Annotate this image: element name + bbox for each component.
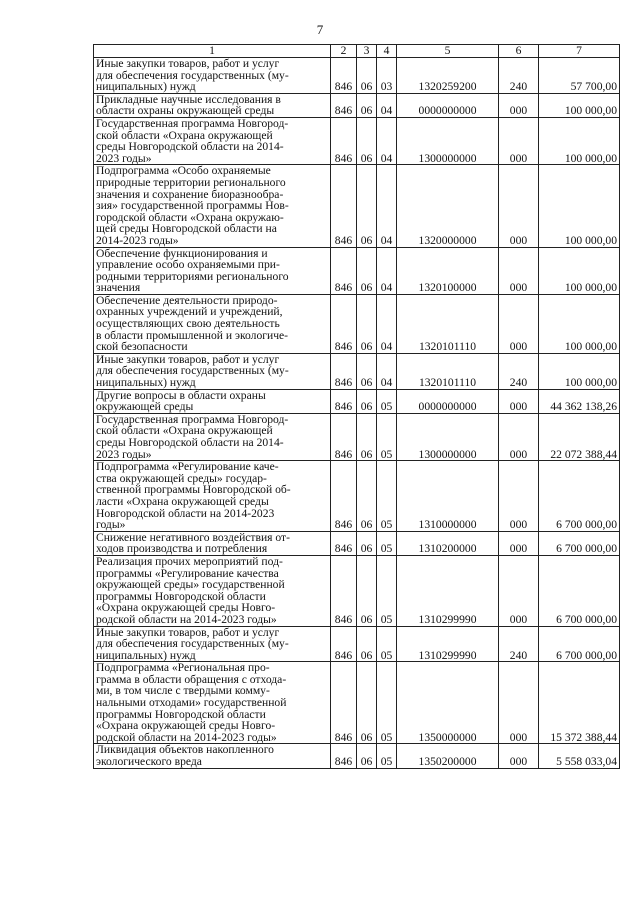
expense-type-cell: 000 [499,461,539,532]
section-code-cell: 06 [357,461,377,532]
expense-type-cell: 240 [499,353,539,389]
target-article-cell: 1320100000 [397,247,499,294]
row-name-line: ства окружающей среды» государ- [96,471,267,485]
grbs-code-cell: 846 [331,461,357,532]
target-article-cell: 1310299990 [397,626,499,662]
row-name-line: годы» [96,518,126,532]
expense-type-cell: 000 [499,165,539,247]
section-code-cell: 06 [357,744,377,768]
target-article-cell: 1310000000 [397,461,499,532]
table-row [94,294,620,353]
expense-type-cell: 000 [499,294,539,353]
expense-type-cell: 000 [499,389,539,413]
target-article-cell: 1300000000 [397,413,499,460]
row-name-cell [94,117,331,164]
row-name-line: 2023 годы» [96,447,152,461]
row-name-line: Подпрограмма «Регулирование каче- [96,460,279,474]
expense-type-cell: 000 [499,117,539,164]
section-code-cell: 06 [357,93,377,117]
table-row [94,389,620,413]
table-row [94,662,620,744]
row-name-line: области охраны окружающей среды [96,104,275,118]
row-name-line: значения и сохранение биоразнообра- [96,187,284,201]
expense-type-cell: 000 [499,744,539,768]
row-name-line: ниципальных) нужд [96,80,196,94]
row-name-line: программы Новгородской области [96,589,266,603]
target-article-cell: 1320000000 [397,165,499,247]
row-name-line: нальными отходами» государственной [96,696,287,710]
target-article-cell: 0000000000 [397,389,499,413]
section-code-cell: 06 [357,413,377,460]
grbs-code-cell: 846 [331,744,357,768]
row-name-line: природные территории регионального [96,175,286,189]
grbs-code-cell: 846 [331,555,357,626]
table-row [94,58,620,94]
row-name-line: значения [96,281,141,295]
row-name-line: для обеспечения государственных (му- [96,637,289,651]
row-name-line: «Охрана окружающей среды Новго- [96,601,276,615]
row-name-line: ской безопасности [96,340,188,354]
target-article-cell: 0000000000 [397,93,499,117]
expense-type-cell: 000 [499,413,539,460]
row-name-cell [94,165,331,247]
table-row [94,555,620,626]
subsection-code-cell: 05 [377,389,397,413]
target-article-cell: 1350200000 [397,744,499,768]
amount-cell: 5 558 033,04 [539,744,620,768]
subsection-code-cell: 05 [377,531,397,555]
row-name-line: 2014-2023 годы» [96,233,179,247]
row-name-cell [94,413,331,460]
row-name-cell [94,531,331,555]
amount-cell: 57 700,00 [539,58,620,94]
table-row [94,93,620,117]
row-name-line: родными территориями регионального [96,269,289,283]
target-article-cell: 1310299990 [397,555,499,626]
row-name-line: Государственная программа Новгород- [96,116,289,130]
table-row [94,531,620,555]
expense-type-cell: 240 [499,626,539,662]
target-article-cell: 1300000000 [397,117,499,164]
table-row [94,626,620,662]
section-code-cell: 06 [357,294,377,353]
column-header: 1 [94,45,331,58]
grbs-code-cell: 846 [331,294,357,353]
grbs-code-cell: 846 [331,58,357,94]
row-name-cell [94,294,331,353]
row-name-cell [94,93,331,117]
expense-type-cell: 000 [499,555,539,626]
column-header: 4 [377,45,397,58]
grbs-code-cell: 846 [331,117,357,164]
subsection-code-cell: 05 [377,662,397,744]
subsection-code-cell: 05 [377,744,397,768]
section-code-cell: 06 [357,117,377,164]
row-name-line: программы Новгородской области [96,707,266,721]
row-name-line: Подпрограмма «Особо охраняемые [96,164,271,178]
table-header-row [94,45,620,58]
grbs-code-cell: 846 [331,413,357,460]
row-name-line: среды Новгородской области на 2014- [96,140,284,154]
row-name-cell [94,555,331,626]
expense-type-cell: 240 [499,58,539,94]
row-name-line: Прикладные научные исследования в [96,92,281,106]
row-name-line: охранных учреждений и учреждений, [96,305,283,319]
target-article-cell: 1350000000 [397,662,499,744]
table-row [94,744,620,768]
grbs-code-cell: 846 [331,353,357,389]
target-article-cell: 1320101110 [397,294,499,353]
row-name-line: зия» государственной программы Нов- [96,199,289,213]
expense-type-cell: 000 [499,247,539,294]
row-name-cell [94,247,331,294]
row-name-line: ми, в том числе с твердыми комму- [96,684,270,698]
row-name-line: экологического вреда [96,755,202,769]
row-name-cell [94,58,331,94]
budget-table [93,44,620,769]
row-name-line: ходов производства и потребления [96,542,268,556]
column-header: 2 [331,45,357,58]
table-row [94,165,620,247]
expense-type-cell: 000 [499,531,539,555]
section-code-cell: 06 [357,662,377,744]
row-name-line: для обеспечения государственных (му- [96,364,289,378]
grbs-code-cell: 846 [331,389,357,413]
row-name-line: родской области на 2014-2023 годы» [96,612,277,626]
row-name-line: 2023 годы» [96,151,152,165]
section-code-cell: 06 [357,353,377,389]
row-name-line: Государственная программа Новгород- [96,412,289,426]
row-name-line: грамма в области обращения с отхода- [96,672,287,686]
amount-cell: 100 000,00 [539,294,620,353]
table-row [94,117,620,164]
row-name-cell [94,353,331,389]
row-name-line: Иные закупки товаров, работ и услуг [96,352,280,366]
page-number: 7 [316,22,324,37]
row-name-line: окружающей среды [96,400,194,414]
table-row [94,413,620,460]
row-name-line: ниципальных) нужд [96,648,196,662]
target-article-cell: 1320101110 [397,353,499,389]
subsection-code-cell: 04 [377,247,397,294]
section-code-cell: 06 [357,165,377,247]
section-code-cell: 06 [357,247,377,294]
target-article-cell: 1320259200 [397,58,499,94]
subsection-code-cell: 05 [377,626,397,662]
row-name-line: ниципальных) нужд [96,376,196,390]
amount-cell: 6 700 000,00 [539,531,620,555]
target-article-cell: 1310200000 [397,531,499,555]
section-code-cell: 06 [357,389,377,413]
amount-cell: 100 000,00 [539,353,620,389]
section-code-cell: 06 [357,531,377,555]
row-name-line: в области промышленной и экологиче- [96,328,289,342]
row-name-line: ской области «Охрана окружающей [96,424,273,438]
grbs-code-cell: 846 [331,531,357,555]
column-header: 7 [539,45,620,58]
row-name-line: городской области «Охрана окружаю- [96,210,284,224]
subsection-code-cell: 04 [377,165,397,247]
amount-cell: 6 700 000,00 [539,626,620,662]
expense-type-cell: 000 [499,93,539,117]
grbs-code-cell: 846 [331,626,357,662]
subsection-code-cell: 04 [377,117,397,164]
amount-cell: 15 372 388,44 [539,662,620,744]
row-name-cell [94,389,331,413]
row-name-line: программы «Регулирование качества [96,566,279,580]
amount-cell: 100 000,00 [539,247,620,294]
grbs-code-cell: 846 [331,165,357,247]
amount-cell: 100 000,00 [539,93,620,117]
row-name-line: Снижение негативного воздействия от- [96,530,290,544]
row-name-cell [94,626,331,662]
column-header: 5 [397,45,499,58]
section-code-cell: 06 [357,626,377,662]
grbs-code-cell: 846 [331,662,357,744]
row-name-cell [94,461,331,532]
section-code-cell: 06 [357,58,377,94]
subsection-code-cell: 03 [377,58,397,94]
row-name-line: среды Новгородской области на 2014- [96,436,284,449]
amount-cell: 22 072 388,44 [539,413,620,460]
subsection-code-cell: 04 [377,294,397,353]
row-name-line: щей среды Новгородской области на [96,222,277,236]
row-name-line: ской области «Охрана окружающей [96,128,273,142]
row-name-line: для обеспечения государственных (му- [96,68,289,82]
row-name-line: Подпрограмма «Региональная про- [96,661,270,675]
column-header: 3 [357,45,377,58]
subsection-code-cell: 04 [377,93,397,117]
row-name-line: ственной программы Новгородской об- [96,483,291,497]
row-name-line: Ликвидация объектов накопленного [96,743,274,757]
row-name-line: окружающей среды» государственной [96,578,285,592]
row-name-cell [94,662,331,744]
amount-cell: 44 362 138,26 [539,389,620,413]
amount-cell: 100 000,00 [539,165,620,247]
row-name-line: Новгородской области на 2014-2023 [96,506,275,520]
row-name-line: Иные закупки товаров, работ и услуг [96,57,280,70]
subsection-code-cell: 05 [377,461,397,532]
row-name-line: Другие вопросы в области охраны [96,388,266,402]
subsection-code-cell: 05 [377,413,397,460]
table-row [94,461,620,532]
row-name-line: осуществляющих свою деятельность [96,317,280,331]
table-row [94,353,620,389]
row-name-line: Иные закупки товаров, работ и услуг [96,625,280,639]
row-name-cell [94,744,331,768]
section-code-cell: 06 [357,555,377,626]
row-name-line: «Охрана окружающей среды Новго- [96,719,276,733]
grbs-code-cell: 846 [331,247,357,294]
subsection-code-cell: 04 [377,353,397,389]
row-name-line: Реализация прочих мероприятий под- [96,554,283,568]
amount-cell: 6 700 000,00 [539,461,620,532]
amount-cell: 100 000,00 [539,117,620,164]
row-name-line: ласти «Охрана окружающей среды [96,494,269,508]
row-name-line: Обеспечение деятельности природо- [96,293,278,307]
grbs-code-cell: 846 [331,93,357,117]
row-name-line: родской области на 2014-2023 годы» [96,730,277,744]
row-name-line: Обеспечение функционирования и [96,246,268,260]
subsection-code-cell: 05 [377,555,397,626]
expense-type-cell: 000 [499,662,539,744]
amount-cell: 6 700 000,00 [539,555,620,626]
row-name-line: управление особо охраняемыми при- [96,258,280,272]
table-row [94,247,620,294]
column-header: 6 [499,45,539,58]
